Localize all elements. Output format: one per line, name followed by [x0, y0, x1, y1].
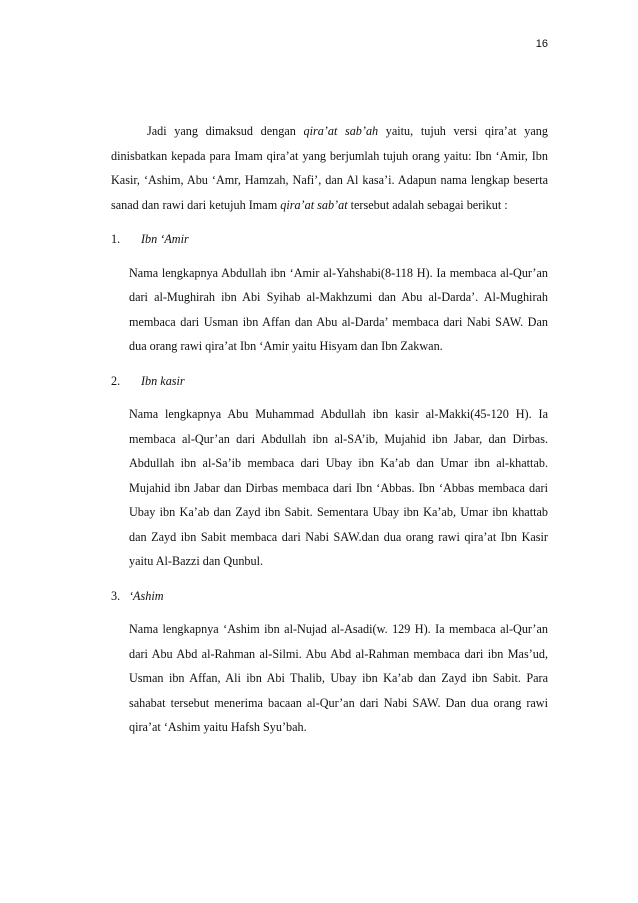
section-heading-ashim — [111, 584, 548, 609]
intro-term-qiraat-sabah: qira’at sab’ah — [303, 124, 379, 138]
section-heading-ibn-amir — [111, 227, 548, 252]
section-paragraph-ibn-kasir: Nama lengkapnya Abu Muhammad Abdullah ibn kasir al-Makki(45-120 H). Ia membaca al-Qur’an dari Abdullah ibn al-SA’ib, Mujahid ibn Jabar, dan Dirbas. Abdullah ibn al-Sa’ib membaca dari Ubay ibn Ka’ab dan Umar ibn al-khattab. Mujahid ibn Jabar dan Dirbas membaca dari Ibn ‘Abbas. Ibn ‘Abbas membaca dari Ubay ibn Ka’ab dan Zayd ibn Sabit. Sementara Ubay ibn Ka’ab, Umar ibn khattab dan Zayd ibn Sabit membaca dari Nabi SAW.dan dua orang rawi qira’at Ibn Kasir yaitu Al-Bazzi dan Qunbul. — [129, 407, 548, 568]
section-title: ‘Ashim — [129, 588, 164, 603]
section-number: 1. — [111, 232, 121, 246]
page-number: 16 — [535, 38, 548, 50]
intro-text-2: yaitu, tujuh versi qira’at yang dinisbatkan kepada para Imam qira’at yang berjumlah tujuh orang yaitu: Ibn ‘Amir, Ibn Kasir, ‘Ashim, Abu ‘Amr, Hamzah, Nafi’, dan Al kasa’i. Adapun nama lengkap beserta sanad dan rawi dari ketujuh Imam — [111, 124, 548, 212]
document-body — [111, 119, 548, 740]
section-paragraph-ibn-amir: Nama lengkapnya Abdullah ibn ‘Amir al-Yahshabi(8-118 H). Ia membaca al-Qur’an dari al-Mughirah ibn Abi Syihab al-Makhzumi dan Abu al-Darda’. Al-Mughirah membaca dari Usman ibn Affan dan Abu al-Darda’ membaca dari Nabi SAW. Dan dua orang rawi qira’at Ibn ‘Amir yaitu Hisyam dan Ibn Zakwan. — [129, 265, 548, 353]
intro-text-1: Jadi yang dimaksud dengan — [147, 124, 304, 138]
section-number: 2. — [111, 373, 121, 388]
section-number: 3. — [111, 588, 121, 603]
section-paragraph-ashim: Nama lengkapnya ‘Ashim ibn al-Nujad al-Asadi(w. 129 H). Ia membaca al-Qur’an dari Abu Abd al-Rahman al-Silmi. Abu Abd al-Rahman membaca dari ibn Mas’ud, Usman ibn Affan, Ali ibn Abi Thalib, Ubay ibn Ka’ab dan Zayd ibn Sabit. Para sahabat tersebut menerima bacaan al-Qur’an dari Nabi SAW. Dan dua orang rawi qira’at ‘Ashim yaitu Hafsh Syu’bah. — [129, 622, 548, 734]
section-title: Ibn kasir — [141, 373, 185, 388]
section-title: Ibn ‘Amir — [141, 232, 189, 246]
section-heading-ibn-kasir — [111, 369, 548, 394]
intro-paragraph — [111, 119, 548, 217]
intro-text-3: tersebut adalah sebagai berikut : — [347, 197, 508, 212]
intro-term-qiraat-sabat: qira’at sab’at — [280, 197, 348, 212]
